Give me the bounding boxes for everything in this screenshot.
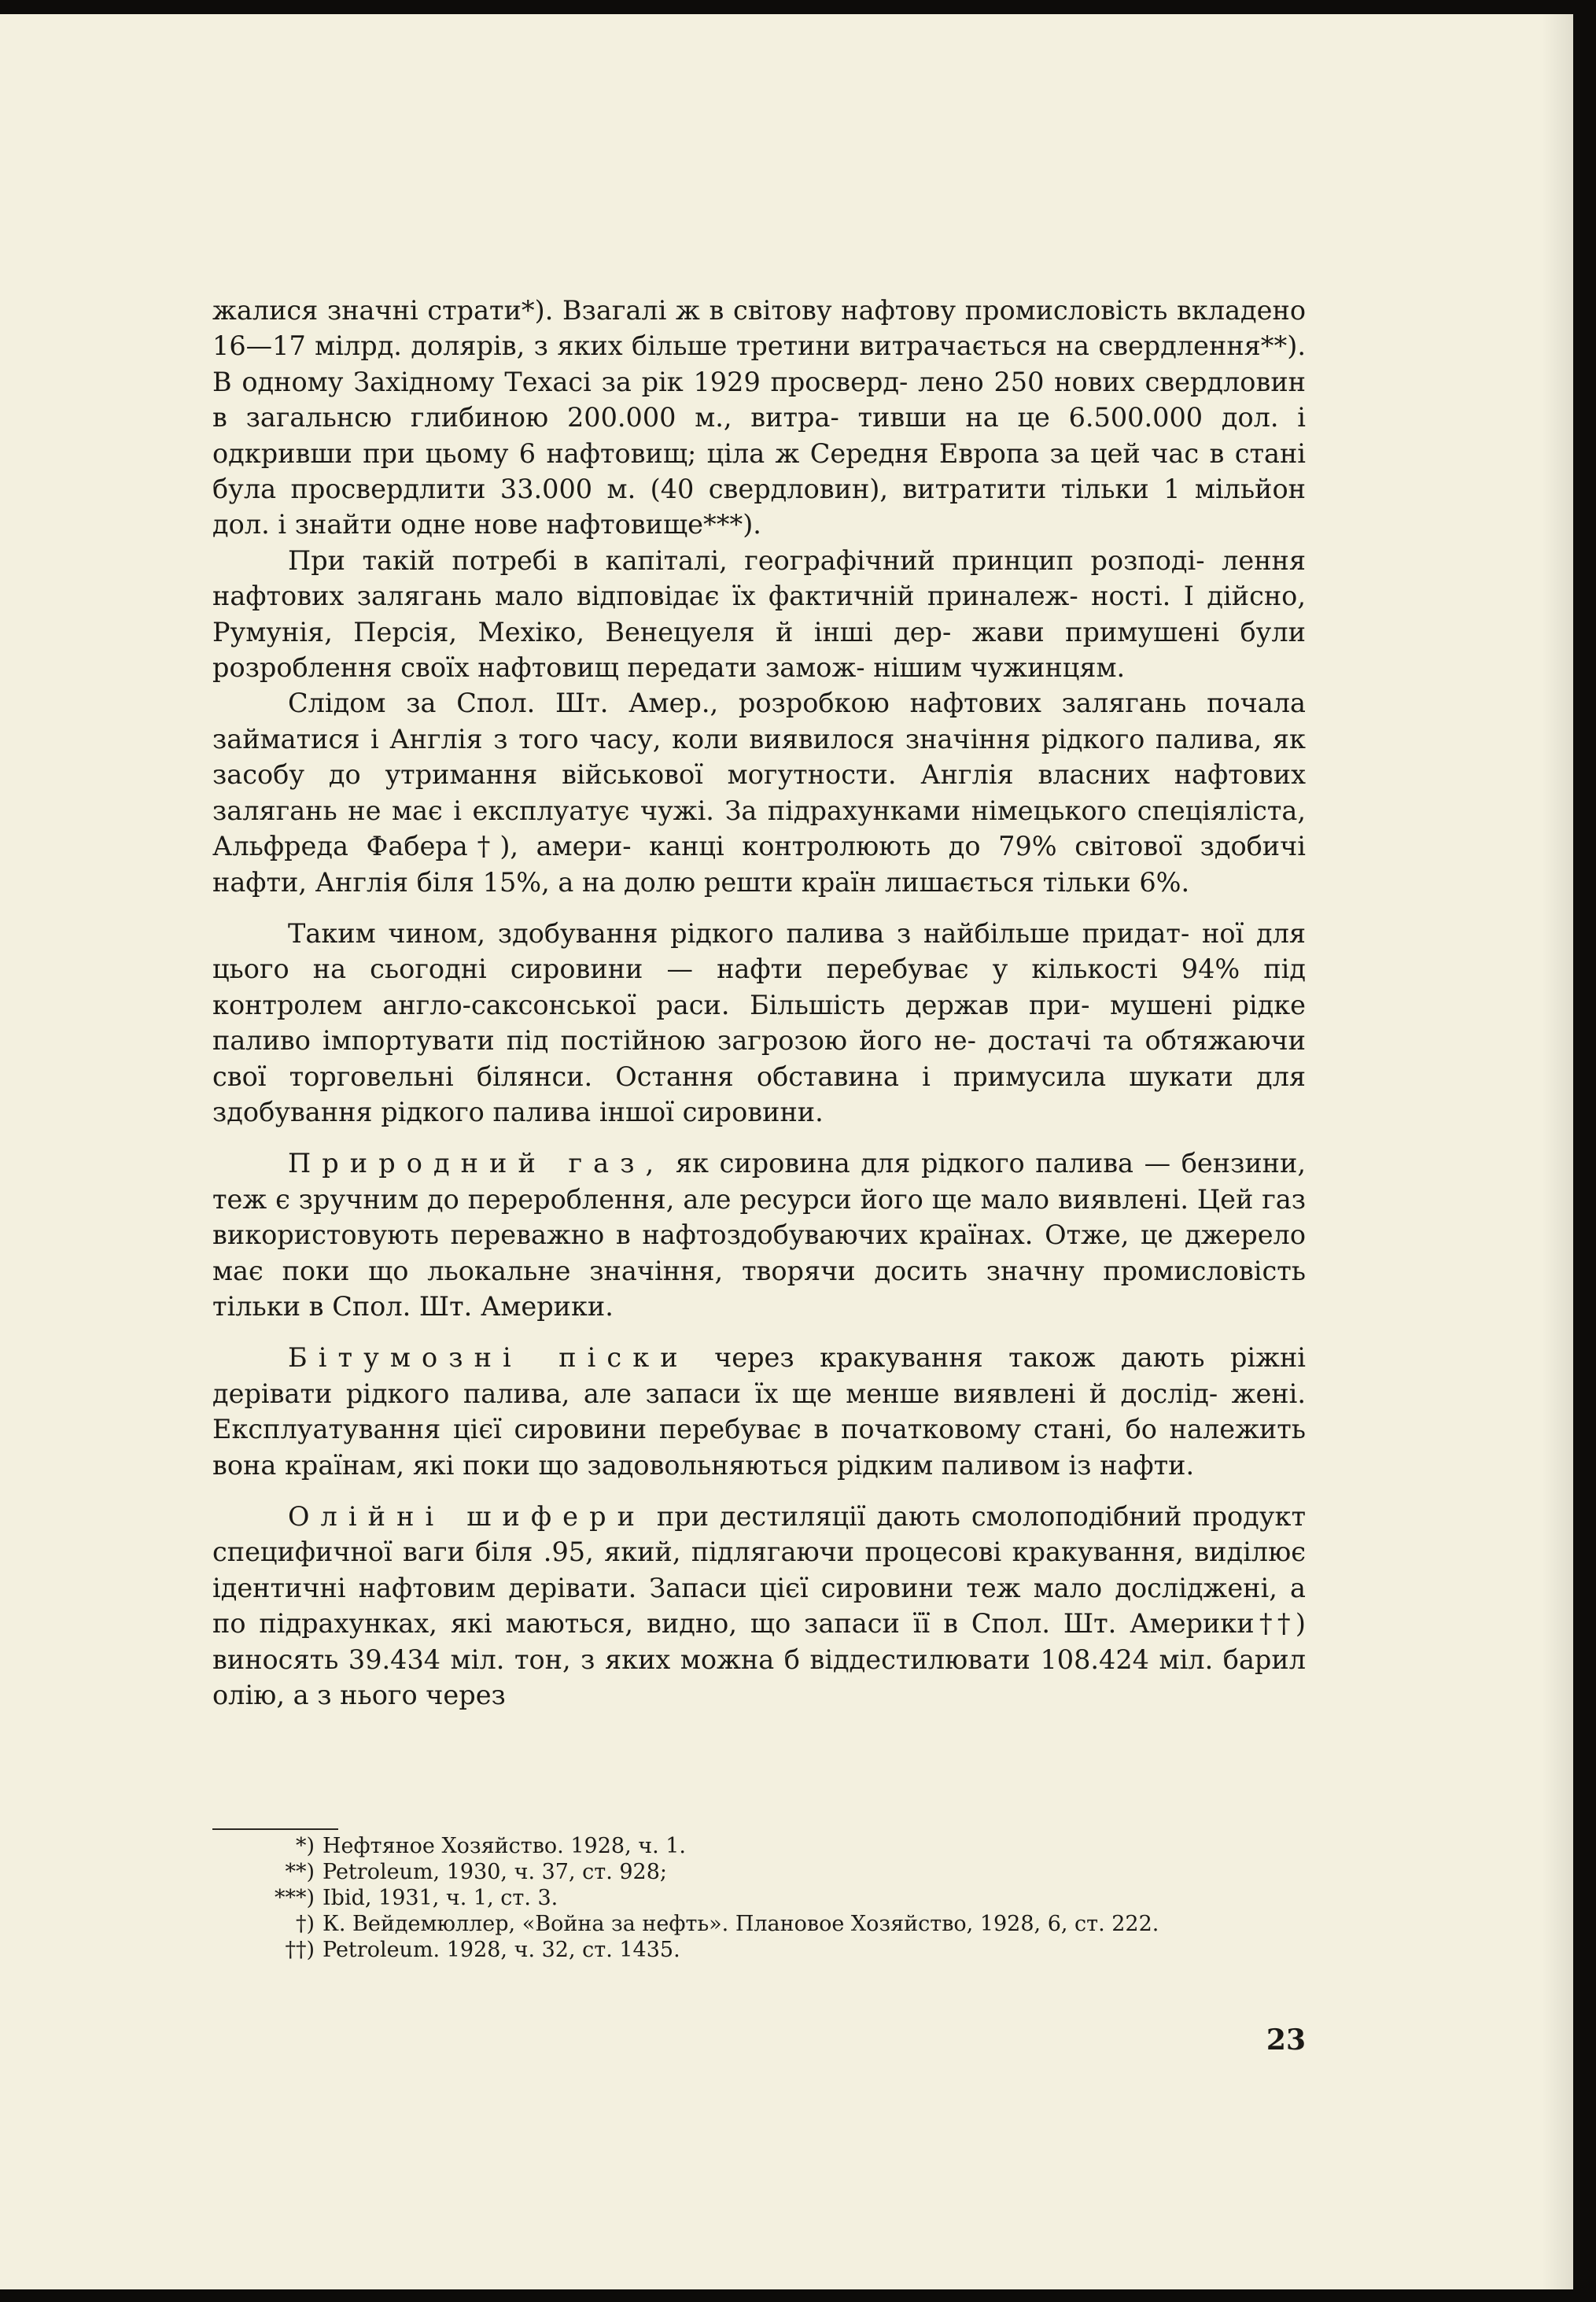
paragraph-oil-shales (212, 1499, 1306, 1713)
scan-border-top (0, 0, 1596, 14)
page-number: 23 (1266, 2023, 1306, 2057)
footnote (212, 1885, 1306, 1911)
paragraph-3: Слідом за Спол. Шт. Амер., розробкою нафтових залягань почала займатися і Англія з того часу, коли виявилося значіння рідкого палива, як засобу до утримання військової могутности. Англія власних нафтових залягань не має і експлуатує чужі. За підрахунками німецького спеціяліста, Альфреда Фабера†), амери- канці контролюють до 79% світової здобичі нафти, Англія біля 15%, а на долю решти країн лишається тільки 6%. (212, 688, 1306, 898)
footnote-mark: ††) (285, 1938, 315, 1962)
paragraph-natural-gas (212, 1145, 1306, 1324)
paragraph-natural-gas-text: як сировина для рідкого палива — бензини, теж є зручним до перероблення, але ресурси його ще мало виявлені. Цей газ використовують переважно в нафтоздобуваючих країнах. Отже, це джерело має поки що льокальне значіння, творячи досить значну промисловість тільки в Спол. Шт. Америки. (212, 1148, 1306, 1322)
term-natural-gas: Природний газ, (288, 1148, 665, 1179)
footnote (212, 1859, 1306, 1885)
footnote-mark: †) (295, 1912, 315, 1936)
paragraph-4: Таким чином, здобування рідкого палива з найбільше придат- ної для цього на сьогодні сировини — нафти перебуває у кількості 94% під контролем англо-саксонської раси. Більшість держав при- мушені рідке паливо імпортувати під постійною загрозою його не- достачі та обтяжаючи свої торговельні білянси. Остання обставина і примусила шукати для здобування рідкого палива іншої сировини. (212, 917, 1306, 1127)
footnote-divider (212, 1828, 338, 1830)
footnote-text: Нефтяное Хозяйство. 1928, ч. 1. (323, 1834, 687, 1858)
paragraph-2: При такій потребі в капіталі, географічний принцип розподі- лення нафтових залягань мало відповідає їх фактичній приналеж- ності. І дійсно, Румунія, Персія, Мехіко, Венецуеля й інші дер- жави примушені були розроблення своїх нафтовищ передати замож- нішим чужинцям. (212, 544, 1306, 684)
main-text (212, 293, 1306, 1713)
footnote-text: К. Вейдемюллер, «Война за нефть». Плановое Хозяйство, 1928, 6, ст. 222. (323, 1912, 1159, 1936)
footnote-mark: **) (285, 1860, 315, 1884)
paragraph-oil-shales-text: при дестиляції дають смолоподібний продукт специфичної ваги біля .95, який, підлягаючи процесові кракування, виділює ідентичні нафтовим дерівати. Запаси цієї сировини теж мало досліджені, а по підрахунках, які маються, видно, що запаси її в Спол. Шт. Америки††) виносять 39.434 міл. тон, з яких можна б віддестилювати 108.424 міл. барил олію, а з нього через (212, 1501, 1306, 1711)
footnote-text: Ibid, 1931, ч. 1, ст. 3. (323, 1886, 558, 1910)
paragraph-bitumen-sands-text: через кракування також дають ріжні дерівати рідкого палива, але запаси їх ще менше виявлені й дослід- жені. Експлуатування цієї сировини перебуває в початковому стані, бо належить вона країнам, які поки що задовольняються рідким паливом із нафти. (212, 1342, 1306, 1481)
paragraph-1: жалися значні страти*). Взагалі ж в світову нафтову промисловість вкладено 16—17 мілрд. долярів, з яких більше третини витрачається на свердлення**). В одному Західному Техасі за рік 1929 просверд- лено 250 нових свердловин в загальнсю глибиною 200.000 м., витра- тивши на це 6.500.000 дол. і одкривши при цьому 6 нафтовищ; ціла ж Середня Европа за цей час в стані була просвердлити 33.000 м. (40 свердловин), витратити тільки 1 мільйон дол. і знайти одне нове нафтовище***). (212, 295, 1306, 540)
term-oil-shales: Олійні шифери (288, 1501, 646, 1532)
term-bitumen-sands: Бітумозні піски (288, 1342, 689, 1374)
footnote-mark: *) (295, 1834, 315, 1858)
scan-border-bottom (0, 2289, 1596, 2302)
footnote (212, 1937, 1306, 1963)
footnote (212, 1833, 1306, 1859)
scan-border-right (1573, 0, 1596, 2302)
footnote-mark: ***) (274, 1886, 315, 1910)
footnotes (212, 1833, 1306, 1963)
footnote (212, 1911, 1306, 1937)
footnote-text: Petroleum, 1930, ч. 37, ст. 928; (323, 1860, 667, 1884)
page-edge-shadow (1542, 14, 1573, 2289)
paragraph-bitumen-sands (212, 1340, 1306, 1483)
footnote-text: Petroleum. 1928, ч. 32, ст. 1435. (323, 1938, 680, 1962)
